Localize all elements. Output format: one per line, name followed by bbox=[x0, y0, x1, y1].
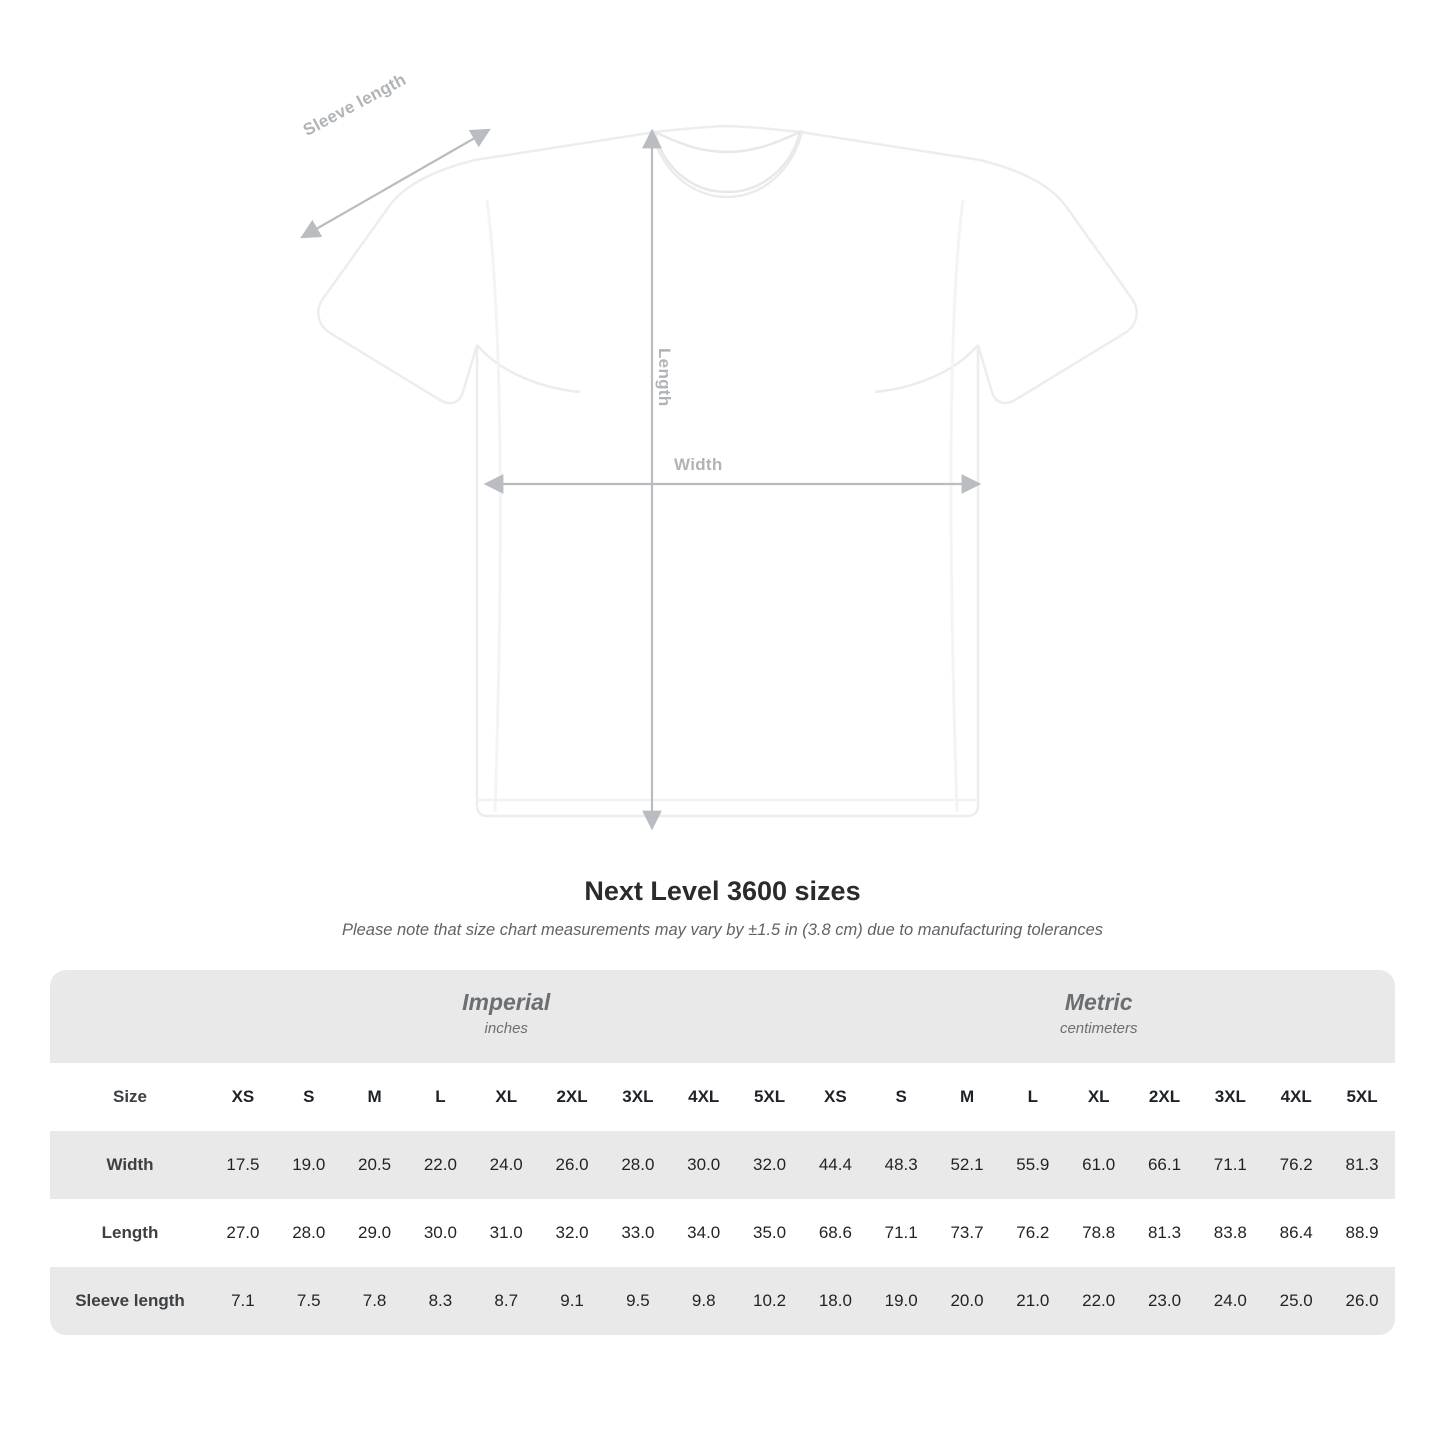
unit-group-header-row bbox=[50, 970, 1395, 1063]
size-chart-table bbox=[50, 970, 1395, 1335]
size-header-cell: 3XL bbox=[605, 1063, 671, 1131]
table-cell: 30.0 bbox=[671, 1131, 737, 1199]
table-cell: 34.0 bbox=[671, 1199, 737, 1267]
size-header-cell: M bbox=[342, 1063, 408, 1131]
table-cell: 19.0 bbox=[868, 1267, 934, 1335]
group-header-imperial-unit: inches bbox=[484, 1019, 528, 1037]
table-row bbox=[50, 1267, 1395, 1335]
size-header-cell: XS bbox=[210, 1063, 276, 1131]
size-header-cell: XL bbox=[1066, 1063, 1132, 1131]
table-cell: 10.2 bbox=[737, 1267, 803, 1335]
table-cell: 88.9 bbox=[1329, 1199, 1395, 1267]
group-header-imperial-name: Imperial bbox=[462, 989, 551, 1015]
row-label-width: Width bbox=[50, 1131, 210, 1199]
size-header-row bbox=[50, 1063, 1395, 1131]
size-header-cell: 4XL bbox=[1263, 1063, 1329, 1131]
size-header-cell: 3XL bbox=[1197, 1063, 1263, 1131]
table-cell: 52.1 bbox=[934, 1131, 1000, 1199]
sleeve-length-label: Sleeve length bbox=[300, 69, 410, 140]
row-label-length: Length bbox=[50, 1199, 210, 1267]
size-header-cell: S bbox=[868, 1063, 934, 1131]
table-cell: 83.8 bbox=[1197, 1199, 1263, 1267]
table-cell: 7.5 bbox=[276, 1267, 342, 1335]
table-cell: 61.0 bbox=[1066, 1131, 1132, 1199]
table-cell: 30.0 bbox=[407, 1199, 473, 1267]
size-header-cell: XL bbox=[473, 1063, 539, 1131]
size-header-cell: M bbox=[934, 1063, 1000, 1131]
table-cell: 29.0 bbox=[342, 1199, 408, 1267]
table-cell: 73.7 bbox=[934, 1199, 1000, 1267]
table-cell: 21.0 bbox=[1000, 1267, 1066, 1335]
table-cell: 24.0 bbox=[1197, 1267, 1263, 1335]
length-label: Length bbox=[655, 348, 674, 407]
table-cell: 17.5 bbox=[210, 1131, 276, 1199]
table-cell: 22.0 bbox=[407, 1131, 473, 1199]
corner-cell bbox=[50, 970, 210, 1063]
table-cell: 9.8 bbox=[671, 1267, 737, 1335]
table-cell: 9.1 bbox=[539, 1267, 605, 1335]
table-cell: 23.0 bbox=[1132, 1267, 1198, 1335]
size-header-cell: 2XL bbox=[539, 1063, 605, 1131]
table-cell: 18.0 bbox=[802, 1267, 868, 1335]
row-label-sleeve-length: Sleeve length bbox=[50, 1267, 210, 1335]
size-header-cell: 2XL bbox=[1132, 1063, 1198, 1131]
table-cell: 28.0 bbox=[276, 1199, 342, 1267]
table-cell: 31.0 bbox=[473, 1199, 539, 1267]
title-block bbox=[0, 876, 1445, 940]
table-cell: 32.0 bbox=[737, 1131, 803, 1199]
table-row bbox=[50, 1131, 1395, 1199]
size-header-cell: L bbox=[1000, 1063, 1066, 1131]
width-label: Width bbox=[674, 455, 723, 474]
table-cell: 28.0 bbox=[605, 1131, 671, 1199]
table-cell: 25.0 bbox=[1263, 1267, 1329, 1335]
table-cell: 8.3 bbox=[407, 1267, 473, 1335]
table-cell: 26.0 bbox=[1329, 1267, 1395, 1335]
table-cell: 86.4 bbox=[1263, 1199, 1329, 1267]
table-cell: 48.3 bbox=[868, 1131, 934, 1199]
size-header-cell: 5XL bbox=[737, 1063, 803, 1131]
tshirt-shape bbox=[318, 126, 1136, 816]
table-cell: 19.0 bbox=[276, 1131, 342, 1199]
table-cell: 35.0 bbox=[737, 1199, 803, 1267]
table-cell: 71.1 bbox=[1197, 1131, 1263, 1199]
table-cell: 24.0 bbox=[473, 1131, 539, 1199]
table-cell: 55.9 bbox=[1000, 1131, 1066, 1199]
table-cell: 7.1 bbox=[210, 1267, 276, 1335]
table-cell: 27.0 bbox=[210, 1199, 276, 1267]
page-title: Next Level 3600 sizes bbox=[584, 876, 861, 906]
size-row-label: Size bbox=[50, 1063, 210, 1131]
table-cell: 66.1 bbox=[1132, 1131, 1198, 1199]
table-cell: 33.0 bbox=[605, 1199, 671, 1267]
table-cell: 7.8 bbox=[342, 1267, 408, 1335]
table-cell: 78.8 bbox=[1066, 1199, 1132, 1267]
table-cell: 81.3 bbox=[1329, 1131, 1395, 1199]
table-cell: 71.1 bbox=[868, 1199, 934, 1267]
table-cell: 22.0 bbox=[1066, 1267, 1132, 1335]
group-header-metric-name: Metric bbox=[1064, 989, 1133, 1015]
table-cell: 9.5 bbox=[605, 1267, 671, 1335]
table-cell: 81.3 bbox=[1132, 1199, 1198, 1267]
table-cell: 26.0 bbox=[539, 1131, 605, 1199]
table-cell: 32.0 bbox=[539, 1199, 605, 1267]
table-cell: 8.7 bbox=[473, 1267, 539, 1335]
table-cell: 76.2 bbox=[1263, 1131, 1329, 1199]
table-cell: 76.2 bbox=[1000, 1199, 1066, 1267]
group-header-metric bbox=[802, 970, 1395, 1063]
tolerance-note: Please note that size chart measurements may vary by ±1.5 in (3.8 cm) due to manufacturing tolerances bbox=[341, 921, 1104, 939]
size-header-cell: 5XL bbox=[1329, 1063, 1395, 1131]
size-header-cell: 4XL bbox=[671, 1063, 737, 1131]
size-chart-table-wrap bbox=[50, 970, 1395, 1335]
table-cell: 68.6 bbox=[802, 1199, 868, 1267]
size-header-cell: L bbox=[407, 1063, 473, 1131]
group-header-imperial bbox=[210, 970, 802, 1063]
table-cell: 44.4 bbox=[802, 1131, 868, 1199]
group-header-metric-unit: centimeters bbox=[1059, 1019, 1138, 1037]
size-header-cell: S bbox=[276, 1063, 342, 1131]
table-cell: 20.5 bbox=[342, 1131, 408, 1199]
table-row bbox=[50, 1199, 1395, 1267]
table-cell: 20.0 bbox=[934, 1267, 1000, 1335]
size-header-cell: XS bbox=[802, 1063, 868, 1131]
